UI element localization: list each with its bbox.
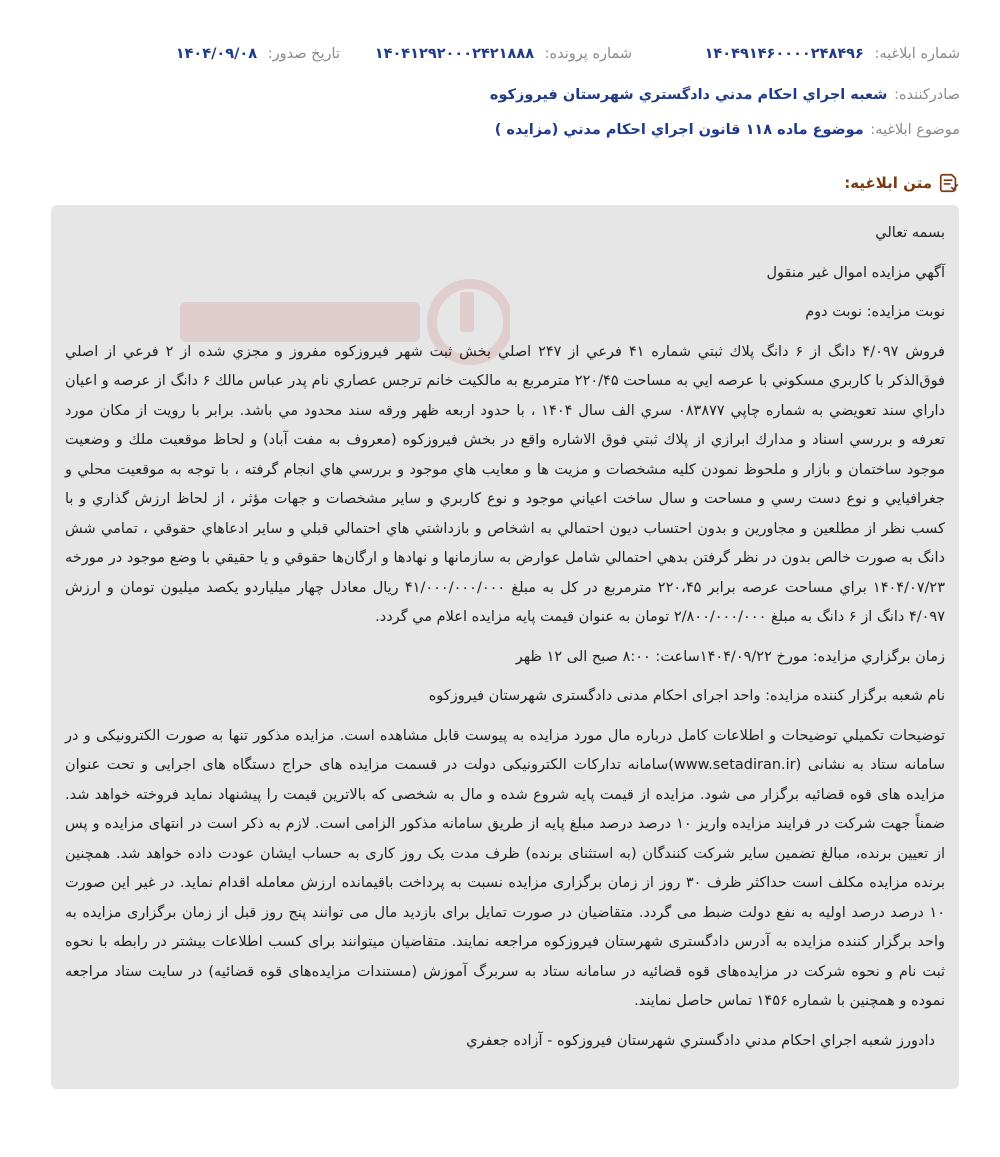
issuer-line bbox=[40, 87, 960, 103]
notice-body-card bbox=[51, 205, 959, 1089]
body-additional-details: توضيحات تكميلي توضیحات و اطلاعات کامل درباره مال مورد مزایده به پیوست قابل مشاهده است. مزایده مذکور تنها به صورت الکترونیکی و در سامانه ستاد به نشانی (www.setadiran.ir)سامانه تدارکات الکترونیکی دولت در قسمت مزایده های حراج دستگاه های اجرایی و تحت عنوان مزایده های قوه قضائیه برگزار می شود. مزایده از قیمت پایه شروع شده و مال به شخصی که بالاترین قیمت را پیشنهاد نماید فروخته خواهد شد. ضمناً جهت شرکت در فرایند مزایده واریز ۱۰ درصد درصد مبلغ پایه از طریق سامانه مذکور الزامی است. لازم به ذکر است در انتهای مزایده و پس از تعیین برنده، مبالغ تضمین سایر شرکت کنندگان (به استثنای برنده) ظرف مدت یک روز کاری به حساب ایشان عودت داده خواهد شد. همچنین برنده مزایده مکلف است حداکثر ظرف ۳۰ روز از زمان برگزاری مزایده نسبت به پرداخت باقیمانده ارزش معامله اقدام نماید. در غیر این صورت ۱۰ درصد درصد اولیه به نفع دولت ضبط می گردد. متقاضیان در صورت تمایل برای بازدید مال می توانند پنج روز قبل از زمان برگزاری مزایده به واحد برگزار کننده مزایده به آدرس دادگستری شهرستان فيروزكوه مراجعه نمایند. متقاضیان میتوانند برای کسب اطلاعات بیشتر در رابطه با نحوه ثبت نام و نحوه شرکت در مزایده‌های قوه قضائیه در سامانه ستاد به سربرگ آموزش (مستندات مزایده‌های قوه قضائیه) در سایت ستاد مراجعه نموده و همچنین با شماره ۱۴۵۶ تماس حاصل نمایند. bbox=[65, 727, 946, 1009]
subject-line bbox=[40, 122, 960, 138]
body-property-description: فروش ۴/۰۹۷ دانگ از ۶ دانگ پلاك ثبتي شماره ۴۱ فرعي از ۲۴۷ اصلي بخش ثبت شهر فيروزكوه مفروز و مجزي شده از ۲ فرعي از اصلي فوق‌الذكر با كاربري مسكوني با عرصه ايي به مساحت ۲۲۰/۴۵ مترمربع به مالكيت خانم ترجس عصاري نام پدر عباس مالك ۶ دانگ از عرصه و اعيان داراي سند تعويضي به شماره چاپي ۰۸۳۸۷۷ سري الف سال ۱۴۰۴ ، با حدود اربعه ظهر ورقه سند محدود مي باشد. برابر با رويت از مكان مورد تعرفه و بررسي اسناد و مدارك ابرازي از پلاك ثبتي فوق الاشاره واقع در بخش فيروزكوه (معروف به مفت آباد) و لحاظ موقعيت ملك و وضعيت موجود ساختمان و بازار و ملحوظ نمودن كليه مشخصات و مزيت ها و معايب هاي موجود و بررسي هاي انجام گرفته ، با توجه به موقعيت محلي و جغرافيايي و نوع دست رسي و مساحت و سال ساخت اعياني موجود و نوع كاربري و ساير مشخصات و جهات مؤثر ، از لحاظ ارزش گذاري و با كسب نظر از مطلعين و مجاورين و بدون احتساب ديون احتمالي به اشخاص و بازداشتي هاي احتمالي قبلي و ساير ادعاهاي حقوقي ، تمامي شش دانگ به صورت خالص بدون در نظر گرفتن بدهي احتمالي شامل عوارض به سازمانها و نهادها و ارگان‌ها حقوقي و يا حقيقي با وضع موجود در مورخه ۱۴۰۴/۰۷/۲۳ براي مساحت عرصه برابر ۲۲۰،۴۵ مترمربع در كل به مبلغ ۴۱/۰۰۰/۰۰۰/۰۰۰ ريال معادل چهار ميلياردو يكصد ميليون تومان و ارزش ۴/۰۹۷ دانگ از ۶ دانگ به مبلغ ۲/۸۰۰/۰۰۰/۰۰۰ تومان به عنوان قيمت پايه مزايده اعلام مي گردد. bbox=[65, 343, 945, 625]
body-auction-time: زمان برگزاري مزايده: مورخ ۱۴۰۴/۰۹/۲۲ساعت: ۸:۰۰ صبح الی ۱۲ ظهر bbox=[515, 648, 945, 665]
case-number-label: شماره پرونده: bbox=[544, 46, 632, 62]
notice-number bbox=[705, 46, 960, 62]
notice-text-title: متن ابلاغيه: bbox=[844, 174, 932, 192]
subject-value: موضوع ماده ۱۱۸ قانون اجراي احكام مدني (مزايده ) bbox=[494, 122, 864, 138]
subject-label: موضوع ابلاغيه: bbox=[870, 122, 960, 138]
body-organizer: نام شعبه برگزار كننده مزايده: واحد اجرای احکام مدنی دادگستری شهرستان فيروزكوه bbox=[428, 688, 945, 704]
issue-date-label: تاريخ صدور: bbox=[267, 46, 340, 62]
body-signature: دادورز شعبه اجراي احكام مدني دادگستري شهرستان فيروزكوه - آزاده جعفري bbox=[466, 1032, 935, 1049]
document-text-icon bbox=[938, 172, 960, 194]
notice-number-value: ۱۴۰۴۹۱۴۶۰۰۰۰۲۴۸۴۹۶ bbox=[704, 46, 864, 62]
case-number bbox=[375, 46, 632, 62]
issuer-value: شعبه اجراي احكام مدني دادگستري شهرستان فيروزكوه bbox=[489, 87, 888, 103]
body-auction-round: نوبت مزايده: نوبت دوم bbox=[805, 304, 945, 320]
notice-number-label: شماره ابلاغيه: bbox=[874, 46, 960, 62]
issue-date-value: ۱۴۰۴/۰۹/۰۸ bbox=[175, 46, 258, 62]
body-announcement-title: آگهي مزايده اموال غير منقول bbox=[766, 264, 945, 281]
body-basmala: بسمه تعالي bbox=[875, 225, 945, 241]
notice-meta-row bbox=[40, 46, 960, 70]
notice-text-heading bbox=[844, 170, 960, 196]
case-number-value: ۱۴۰۴۱۲۹۲۰۰۰۲۴۲۱۸۸۸ bbox=[374, 46, 535, 62]
issue-date bbox=[176, 46, 340, 62]
issuer-label: صادرکننده: bbox=[894, 87, 960, 103]
